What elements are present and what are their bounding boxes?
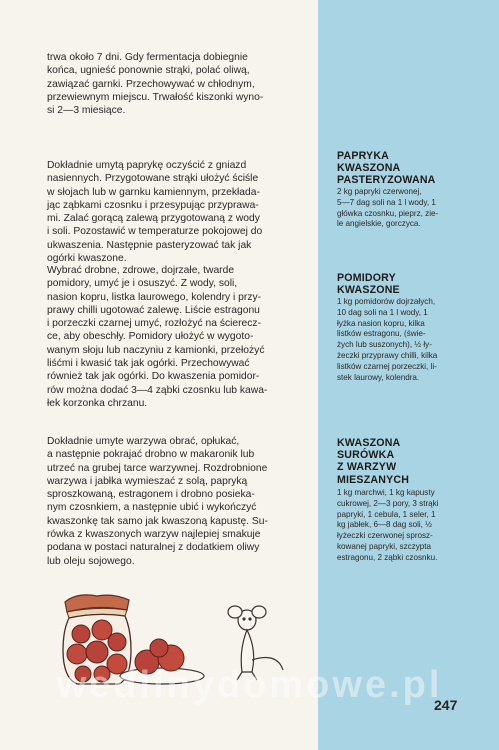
- watermark: wedlinydomowe.pl: [56, 664, 443, 706]
- paragraph-pomidory: Wybrać drobne, zdrowe, dojrzałe, twarde pomidory, umyć je i osuszyć. Z wody, soli, nasion kopru, listka laurowego, kolendry i przy- prawy chilli ugotować zalewę. Liście estragonu i porzeczki czarnej umyć, rozłożyć na ścierecz- ce, aby obeschły. Pomidory ułożyć w wygoto- wanym słoju lub naczyniu z kamionki, przełożyć liśćmi i kwasić tak jak ogórki. Przechowywać również tak jak ogórki. Do kwaszenia pomidor- rów można dodać 3—4 ząbki czosnku lub kawa- łek korzonka chrzanu.: [47, 265, 268, 409]
- paragraph-continuation: trwa około 7 dni. Gdy fermentacja dobiegnie końca, ugnieść ponownie strąki, polać oliwą, zawiązać garnki. Przechowywać w chłodnym, przewiewnym miejscu. Trwałość kiszonki wyno- si 2—3 miesiące.: [47, 52, 264, 117]
- recipe-ingredients-surowka: 1 kg marchwi, 1 kg kapusty cukrowej, 2—3 pory, 3 strąki papryki, 1 cebula, 1 seler, 1 kg jabłek, 6—8 dag soli, ½ łyżeczki czerwonej sprosz- kowanej papryki, szczypta estragonu, 2 ząbki czosnku.: [337, 488, 439, 562]
- paragraph-surowka: Dokładnie umyte warzywa obrać, opłukać, a następnie pokrajać drobno w makaronik lub utrzeć na grubej tarce warzywnej. Rozdrobnione warzywa i jabłka wymieszać z solą, papryką sproszkowaną, estragonem i drobno posieka- nym czosnkiem, a następnie ubić i wykończyć kwaszonkę tak samo jak kwaszoną kapustę. Su- rówka z kwaszonych warzyw najlepiej smakuje podana w postaci naturalnej z dodatkiem oliwy lub oleju sojowego.: [47, 436, 268, 567]
- recipe-title-pomidory: POMIDORY KWASZONE: [337, 272, 400, 297]
- paragraph-papryka: Dokładnie umytą paprykę oczyścić z gniazd nasiennych. Przygotowane strąki ułożyć ściśle w słojach lub w garnku kamiennym, przekłada- jąc ząbkami czosnku i przesypując przyprawa- mi. Zalać gorącą zalewą przygotowaną z wody i soli. Pozostawić w temperaturze pokojowej do ukwaszenia. Następnie pasteryzować tak jak ogórki kwaszone.: [47, 160, 263, 265]
- recipe-title-surowka: KWASZONA SURÓWKA Z WARZYW MIESZANYCH: [337, 437, 410, 486]
- recipe-ingredients-papryka: 2 kg papryki czerwonej, 5—7 dag soli na 1 l wody, 1 główka czosnku, pieprz, zie- le angielskie, gorczyca.: [337, 187, 439, 229]
- page-number: 247: [434, 697, 458, 713]
- recipe-title-papryka: PAPRYKA KWASZONA PASTERYZOWANA: [337, 150, 436, 187]
- recipe-ingredients-pomidory: 1 kg pomidorów dojrzałych, 10 dag soli na 1 l wody, 1 łyżka nasion kopru, kilka listków estragonu, (świe- żych lub suszonych), ½ ły- żeczki przyprawy chilli, kilka listków czarnej porzeczki, li- stek laurowy, kolendra.: [337, 297, 438, 382]
